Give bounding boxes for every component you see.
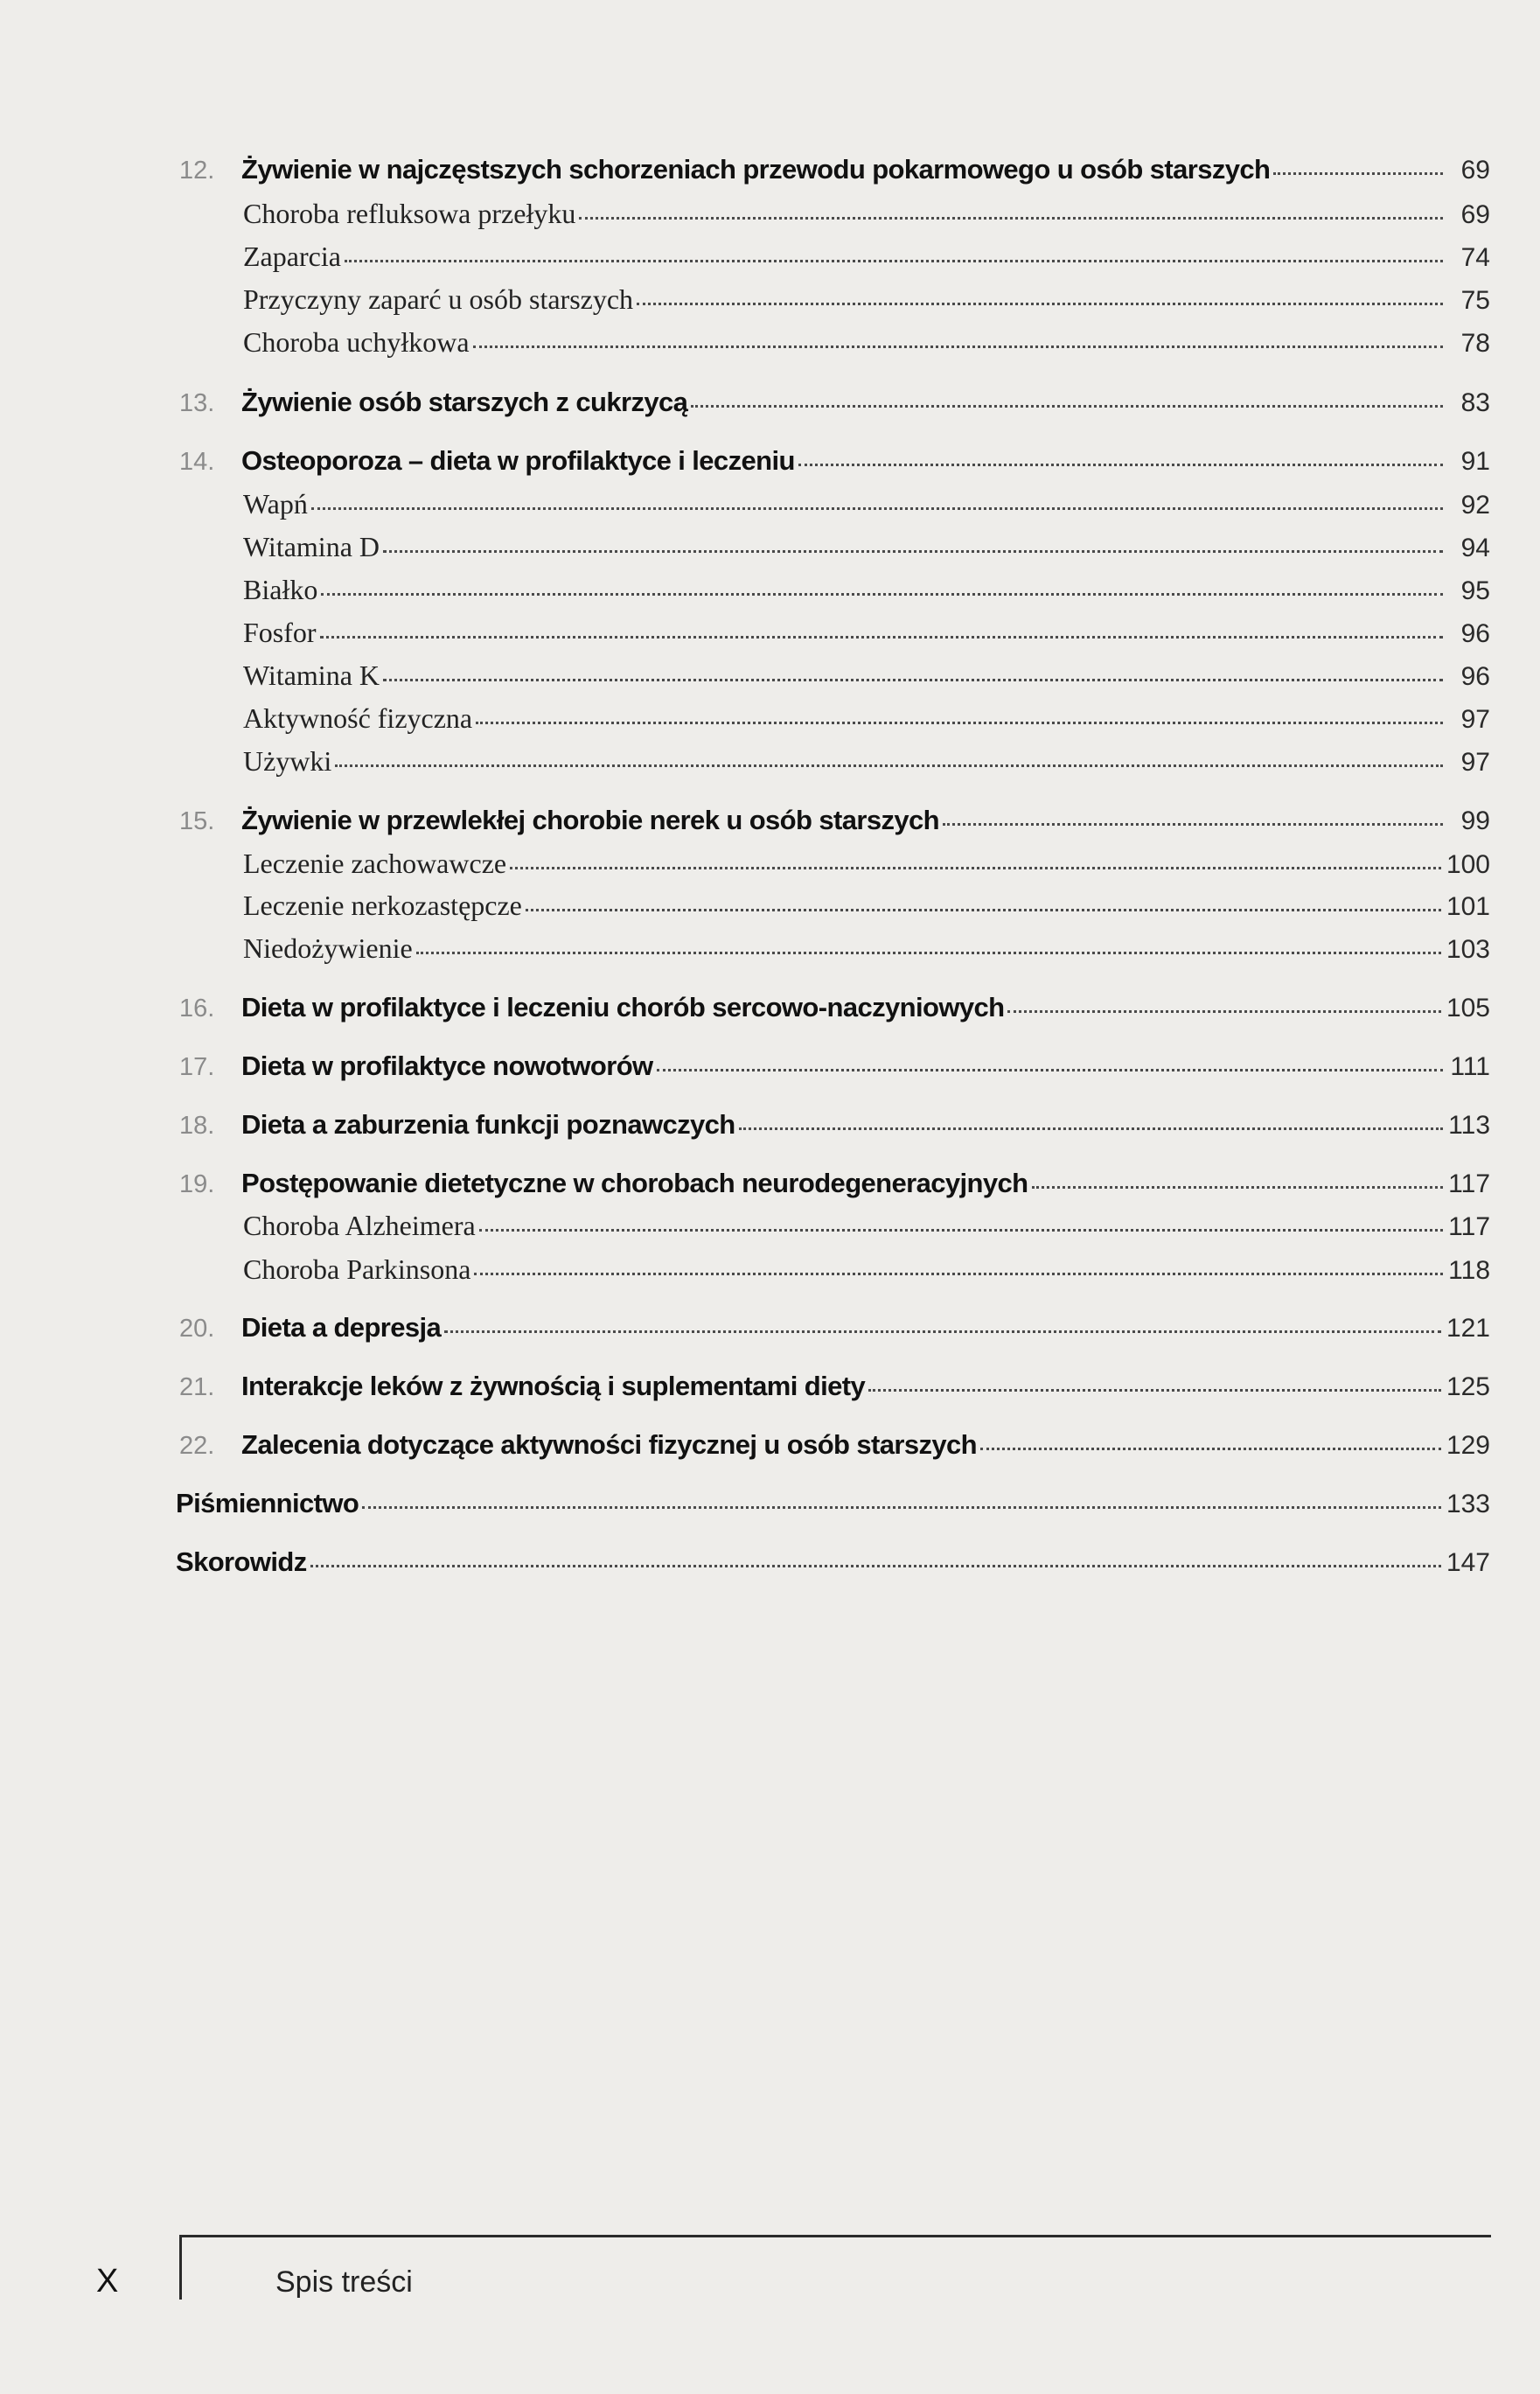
page-number: 113	[1448, 1111, 1490, 1140]
page-number: 95	[1460, 576, 1490, 605]
dot-leader	[474, 1273, 1443, 1275]
entry-title: Fosfor	[243, 617, 317, 648]
toc-entry	[0, 1365, 1540, 1407]
entry-title: Przyczyny zaparć u osób starszych	[243, 283, 634, 315]
entry-title: Dieta a depresja	[241, 1312, 442, 1343]
toc-entry	[0, 193, 1540, 235]
entry-title: Choroba Parkinsona	[243, 1253, 471, 1285]
dot-leader	[657, 1069, 1443, 1071]
toc-entry	[0, 1162, 1540, 1204]
dot-leader	[1032, 1186, 1444, 1189]
toc-entry	[0, 928, 1540, 970]
page-number: 101	[1446, 892, 1490, 921]
footer-rule	[179, 2235, 1491, 2237]
dot-leader	[526, 909, 1441, 911]
page-number: 75	[1460, 286, 1490, 315]
entry-title: Dieta a zaburzenia funkcji poznawczych	[241, 1109, 735, 1140]
page-number: 99	[1460, 806, 1490, 835]
page-number: 147	[1446, 1548, 1490, 1577]
toc-entry	[0, 1104, 1540, 1146]
entry-title: Niedożywienie	[243, 932, 413, 964]
toc-entry	[0, 527, 1540, 569]
page-number: 74	[1460, 243, 1490, 272]
page-number: 117	[1448, 1169, 1490, 1198]
page-number: 97	[1460, 705, 1490, 734]
page-number: 96	[1460, 662, 1490, 691]
dot-leader	[416, 952, 1441, 954]
page-number: 103	[1446, 935, 1490, 964]
page-number: 121	[1446, 1314, 1490, 1343]
page-number: 91	[1460, 447, 1490, 476]
page-number: 111	[1450, 1052, 1490, 1081]
dot-leader	[310, 1565, 1441, 1567]
chapter-number: 14.	[179, 448, 215, 476]
dot-leader	[321, 593, 1443, 596]
entry-title: Leczenie zachowawcze	[243, 848, 507, 879]
dot-leader	[383, 679, 1443, 681]
chapter-number: 20.	[179, 1315, 215, 1343]
toc-entry	[0, 149, 1540, 191]
toc-entry	[0, 569, 1540, 611]
chapter-number: 16.	[179, 995, 215, 1023]
entry-title: Wapń	[243, 488, 308, 520]
entry-title: Osteoporoza – dieta w profilaktyce i leczeniu	[241, 445, 795, 476]
dot-leader	[320, 636, 1443, 639]
entry-title: Leczenie nerkozastępcze	[243, 890, 522, 921]
entry-title: Postępowanie dietetyczne w chorobach neurodegeneracyjnych	[241, 1168, 1028, 1198]
toc-entry	[0, 1424, 1540, 1466]
entry-title: Aktywność fizyczna	[243, 702, 473, 734]
dot-leader	[479, 1229, 1443, 1232]
dot-leader	[311, 507, 1443, 510]
chapter-number: 17.	[179, 1053, 215, 1081]
toc-entry	[0, 484, 1540, 526]
chapter-number: 13.	[179, 389, 215, 417]
toc-entry	[0, 987, 1540, 1029]
toc-entry	[0, 885, 1540, 927]
page-folio: X	[96, 2263, 119, 2300]
dot-leader	[943, 823, 1443, 826]
toc-entry	[0, 1249, 1540, 1291]
page-number: 94	[1460, 534, 1490, 562]
page-number: 133	[1446, 1490, 1490, 1518]
page-number: 118	[1448, 1256, 1490, 1285]
toc-entry	[0, 1541, 1540, 1583]
entry-title: Białko	[243, 574, 318, 605]
page-number: 83	[1460, 388, 1490, 417]
running-title: Spis treści	[275, 2265, 413, 2299]
page-number: 125	[1446, 1372, 1490, 1401]
toc-entry	[0, 698, 1540, 740]
footer-divider	[179, 2235, 182, 2300]
entry-title: Dieta w profilaktyce nowotworów	[241, 1050, 653, 1081]
chapter-number: 18.	[179, 1112, 215, 1140]
dot-leader	[335, 764, 1443, 767]
entry-title: Piśmiennictwo	[176, 1488, 359, 1518]
dot-leader	[637, 303, 1443, 305]
entry-title: Interakcje leków z żywnością i suplementami diety	[241, 1371, 866, 1401]
dot-leader	[362, 1506, 1441, 1509]
dot-leader	[798, 464, 1443, 466]
dot-leader	[1007, 1010, 1440, 1013]
page-number: 78	[1460, 329, 1490, 358]
entry-title: Choroba uchyłkowa	[243, 326, 470, 358]
toc-entry	[0, 440, 1540, 482]
page-number: 69	[1460, 156, 1490, 185]
dot-leader	[444, 1330, 1441, 1333]
toc-entry	[0, 1483, 1540, 1525]
dot-leader	[579, 217, 1443, 220]
toc-entry	[0, 612, 1540, 654]
page-number: 69	[1460, 200, 1490, 229]
chapter-number: 15.	[179, 807, 215, 835]
entry-title: Dieta w profilaktyce i leczeniu chorób sercowo-naczyniowych	[241, 992, 1005, 1023]
toc-entry	[0, 843, 1540, 885]
dot-leader	[868, 1389, 1441, 1392]
entry-title: Żywienie w najczęstszych schorzeniach przewodu pokarmowego u osób starszych	[241, 154, 1271, 185]
dot-leader	[383, 550, 1443, 553]
toc-entry	[0, 741, 1540, 783]
toc-entry	[0, 1307, 1540, 1349]
dot-leader	[739, 1127, 1443, 1130]
dot-leader	[510, 867, 1441, 869]
dot-leader	[476, 722, 1443, 724]
dot-leader	[691, 405, 1443, 408]
dot-leader	[473, 345, 1443, 348]
page-number: 97	[1460, 748, 1490, 777]
dot-leader	[1273, 172, 1443, 175]
toc-entry	[0, 1205, 1540, 1247]
entry-title: Zalecenia dotyczące aktywności fizycznej u osób starszych	[241, 1429, 978, 1460]
entry-title: Witamina D	[243, 531, 380, 562]
entry-title: Zaparcia	[243, 241, 341, 272]
toc-entry	[0, 236, 1540, 278]
page-number: 105	[1446, 994, 1490, 1023]
toc-entry	[0, 279, 1540, 321]
page-number: 117	[1448, 1212, 1490, 1241]
page-number: 92	[1460, 491, 1490, 520]
toc-entry	[0, 799, 1540, 841]
toc-entry	[0, 322, 1540, 364]
entry-title: Skorowidz	[176, 1546, 307, 1577]
page-number: 100	[1446, 850, 1490, 879]
toc-entry	[0, 1045, 1540, 1087]
entry-title: Choroba refluksowa przełyku	[243, 198, 576, 229]
toc-entry	[0, 655, 1540, 697]
entry-title: Żywienie w przewlekłej chorobie nerek u osób starszych	[241, 805, 939, 835]
entry-title: Używki	[243, 745, 332, 777]
dot-leader	[345, 260, 1443, 262]
chapter-number: 19.	[179, 1170, 215, 1198]
toc-entry	[0, 381, 1540, 423]
entry-title: Żywienie osób starszych z cukrzycą	[241, 387, 688, 417]
entry-title: Witamina K	[243, 660, 380, 691]
page-number: 96	[1460, 619, 1490, 648]
chapter-number: 21.	[179, 1373, 215, 1401]
chapter-number: 12.	[179, 157, 215, 185]
dot-leader	[980, 1448, 1441, 1450]
page-number: 129	[1446, 1431, 1490, 1460]
entry-title: Choroba Alzheimera	[243, 1210, 476, 1241]
chapter-number: 22.	[179, 1432, 215, 1460]
